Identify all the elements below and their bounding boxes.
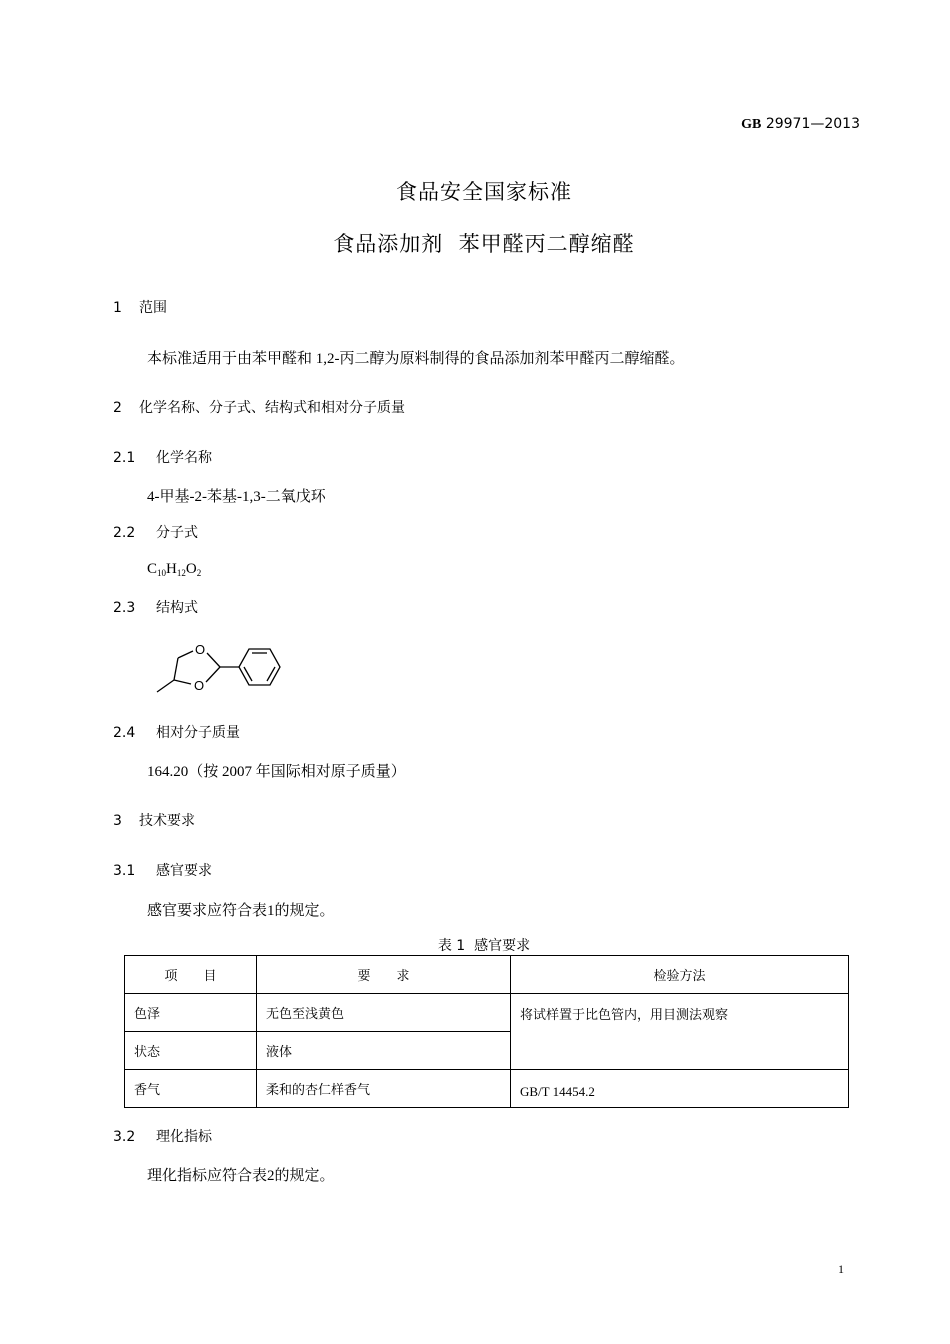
section-2-2-heading [113,522,198,542]
header-method: 检验方法 [511,956,849,994]
row-item: 色泽 [125,994,257,1032]
section-2-4-text: 164.20（按 2007 年国际相对原子质量） [147,764,406,780]
title-line-2: 食品添加剂 苯甲醛丙二醇缩醛 [333,232,635,256]
formula-carbon: C [147,561,158,577]
table-1 [124,955,849,1108]
section-2-2-number: 2.2 [113,525,136,541]
section-1-title: 范围 [139,300,167,316]
row-requirement: 柔和的杏仁样香气 [257,1070,511,1108]
formula-carbon-count: 10 [157,568,167,578]
method-visual: 将试样置于比色管内，用目测法观察 [511,994,849,1070]
section-1-number: 1 [113,300,122,316]
header-item: 项 目 [125,956,257,994]
section-2-2-title: 分子式 [156,525,198,541]
section-3-2-title: 理化指标 [156,1129,212,1145]
table-header-row [125,956,849,994]
header-requirement: 要 求 [257,956,511,994]
section-2-3-title: 结构式 [156,600,198,616]
section-3-2-number: 3.2 [113,1129,136,1145]
row-item: 香气 [125,1070,257,1108]
section-3-1-title: 感官要求 [156,863,212,879]
section-2-4-heading [113,722,240,742]
section-2-heading [113,397,405,417]
section-1-heading [113,297,167,317]
section-1-text: 本标准适用于由苯甲醛和 1,2-丙二醇为原料制得的食品添加剂苯甲醛丙二醇缩醛。 [147,351,685,367]
section-2-1-heading [113,447,212,467]
title-line-1: 食品安全国家标准 [396,180,572,204]
formula-oxygen: O [185,561,197,577]
section-3-heading [113,810,195,830]
section-3-1-heading [113,860,212,880]
section-2-number: 2 [113,400,122,416]
row-item: 状态 [125,1032,257,1070]
section-2-1-text: 4-甲基-2-苯基-1,3-二氧戊环 [147,489,326,505]
formula-hydrogen-count: 12 [176,568,186,578]
method-aroma: GB/T 14454.2 [511,1070,849,1108]
formula-hydrogen: H [166,561,177,577]
standard-prefix: GB [741,117,762,132]
table-row [125,1070,849,1108]
section-2-3-heading [113,597,198,617]
section-3-2-text: 理化指标应符合表2的规定。 [147,1168,335,1184]
section-2-3-number: 2.3 [113,600,136,616]
section-3-number: 3 [113,813,122,829]
molecular-formula [147,561,201,578]
standard-number: 29971—2013 [765,116,860,132]
section-2-1-title: 化学名称 [156,450,212,466]
row-requirement: 无色至浅黄色 [257,994,511,1032]
section-2-4-title: 相对分子质量 [156,725,240,741]
formula-oxygen-count: 2 [196,568,202,578]
oxygen-atom-top: O [194,642,206,657]
row-requirement: 液体 [257,1032,511,1070]
table-row [125,994,849,1032]
section-2-1-number: 2.1 [113,450,136,466]
page-number: 1 [838,1262,844,1276]
section-2-title: 化学名称、分子式、结构式和相对分子质量 [139,400,405,416]
section-3-1-text: 感官要求应符合表1的规定。 [147,903,335,919]
section-2-4-number: 2.4 [113,725,136,741]
table-1-caption: 表 1 感官要求 [437,938,531,954]
structural-formula [150,638,290,698]
oxygen-atom-bottom: O [193,678,205,693]
section-3-2-heading [113,1126,212,1146]
section-3-title: 技术要求 [139,813,195,829]
standard-code [741,116,860,133]
section-3-1-number: 3.1 [113,863,136,879]
